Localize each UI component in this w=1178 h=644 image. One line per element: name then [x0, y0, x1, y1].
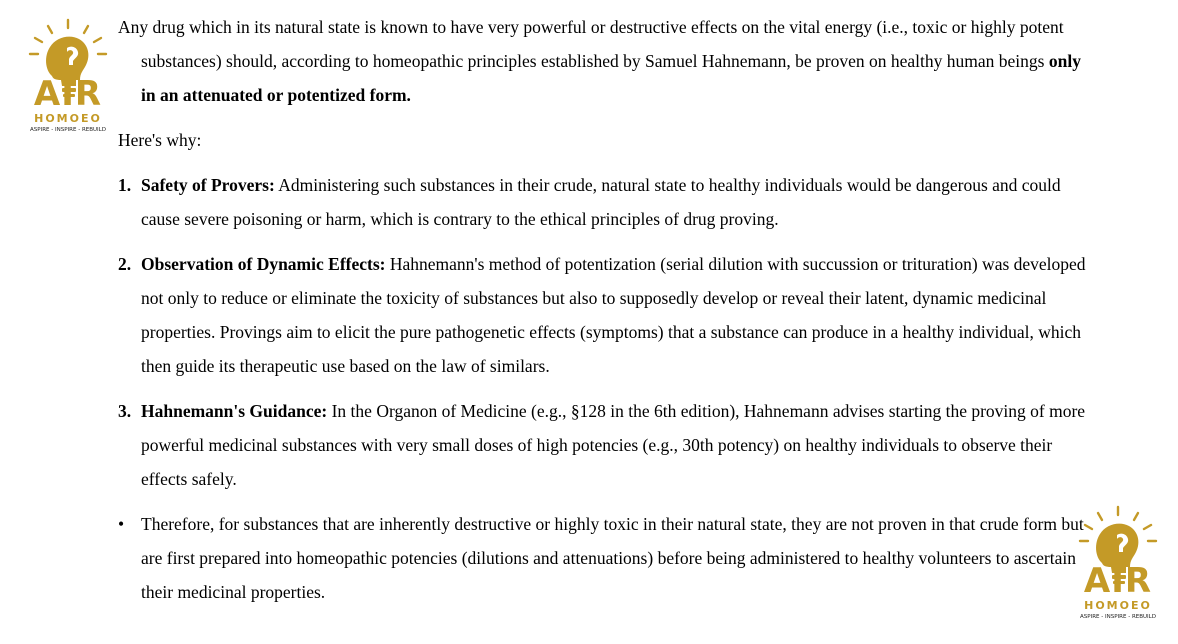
reason-text: Hahnemann's method of potentization (serial dilution with succussion or trituration) was developed not only to reduce or eliminate the toxicity of substances but also to supposedly develop or reveal their latent, dynamic medicinal properties. Provings aim to elicit the pure pathogenetic effects (symptoms) that a substance can produce in a healthy individual, which then guide its therapeutic use based on the law of similars.	[141, 254, 1086, 376]
reasons-list	[118, 168, 1098, 496]
reason-text: In the Organon of Medicine (e.g., §128 in the 6th edition), Hahnemann advises starting the proving of more powerful medicinal substances with very small doses of high potencies (e.g., 30th potency) on healthy individuals to observe their effects safely.	[141, 401, 1086, 489]
list-number: 1.	[118, 175, 132, 195]
conclusion-text: Therefore, for substances that are inherently destructive or highly toxic in their natural state, they are not proven in that crude form but are first prepared into homeopathic potencies (dilutions and attenuations) before being administered to healthy volunteers to ascertain their medicinal properties.	[141, 514, 1084, 602]
intro-paragraph	[118, 10, 1098, 112]
list-number: 2.	[118, 254, 132, 274]
reason-text: Administering such substances in their crude, natural state to healthy individuals would be dangerous and could cause severe poisoning or harm, which is contrary to the ethical principles of drug proving.	[141, 175, 1061, 229]
logo-subtitle: HOMOEO	[34, 112, 102, 125]
reason-title: Hahnemann's Guidance:	[141, 401, 328, 421]
intro-text: Any drug which in its natural state is known to have very powerful or destructive effects on the vital energy (i.e., toxic or highly potent substances) should, according to homeopathic principles established by Samuel Hahnemann, be proven on healthy human beings	[118, 17, 1064, 71]
logo-subtitle: HOMOEO	[1084, 599, 1152, 612]
logo-wordmark: AIR	[33, 74, 103, 114]
list-number: 3.	[118, 401, 132, 421]
logo-tagline: ASPIRE - INSPIRE - REBUILD	[1080, 614, 1156, 620]
reason-title: Observation of Dynamic Effects:	[141, 254, 386, 274]
logo-tagline: ASPIRE - INSPIRE - REBUILD	[30, 127, 106, 133]
bullet-marker: •	[118, 514, 125, 534]
intro-bold-text: only in an attenuated or potentized form.	[141, 51, 1081, 105]
brand-logo	[18, 18, 118, 143]
reason-title: Safety of Provers:	[141, 175, 275, 195]
heres-why-text: Here's why:	[118, 130, 202, 150]
list-item	[118, 247, 1098, 383]
list-item	[118, 394, 1098, 496]
list-item	[118, 168, 1098, 236]
logo-wordmark: AIR	[1083, 561, 1153, 601]
document-body	[118, 10, 1098, 620]
conclusion-list	[118, 507, 1098, 609]
list-item	[118, 507, 1098, 609]
